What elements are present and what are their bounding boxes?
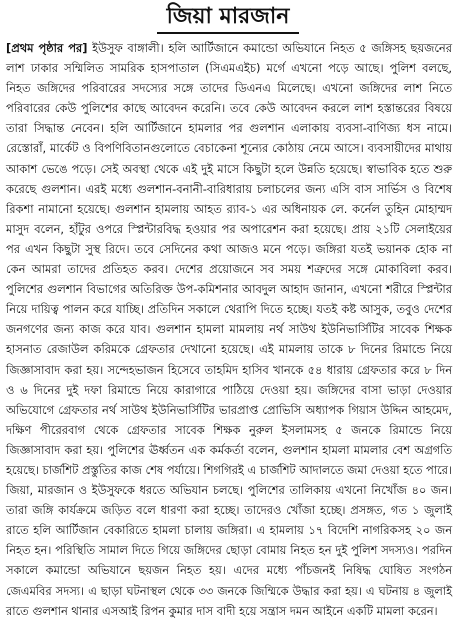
article-text: ইউসুফ বাঙ্গালী। হলি আর্টিজানে কমান্ডো অভিযানে নিহত ৫ জঙ্গিসহ ছয়জনের লাশ ঢাকার সম্মিলিত সামরিক হাসপাতাল (সিএমএইচ) মর্গে এখনো পড়ে আছে। পুলিশ বলছে, নিহত জঙ্গিদের পরিবারের সদস্যের সঙ্গে তাদের ডিএনএ মিলেছে। এখনো জঙ্গিদের লাশ নিতে পরিবারের কেউ পুলিশের কাছে আবেদন করেনি। তবে কেউ আবেদন করলে লাশ হস্তান্তরের বিষয়ে তারা সিদ্ধান্ত নেবেন। হলি আর্টিজানে হামলার পর গুলশান এলাকায় ব্যবসা-বাণিজ্য ধস নামে। রেস্তোরাঁ, মার্কেট ও বিপণিবিতানগুলোতে বেচাকেনা শূন্যের কোঠায় নেমে আসে। ব্যবসায়ীদের মাথায় আকাশ ভেঙে পড়ে। সেই অবস্থা থেকে এই দুই মাসে কিছুটা হলে উন্নতি হয়েছে। স্বাভাবিক হতে শুরু করেছে গুলশান। এরই মধ্যে গুলশান-বনানী-বারিধারায় চলাচলের জন্য এসি বাস সার্ভিস ও বিশেষ রিকশা নামানো হয়েছে। গুলশান হামলায় আহত র‌্যাব-১ এর অধিনায়ক লে. কর্নেল তুহিন মোহাম্মদ মাসুদ বলেন, হাঁটুর ওপরে স্প্লিন্টারবিদ্ধ হওয়ার পর অপারেশন করা হয়েছে। প্রায় ২১টি সেলাইয়ের পর এখন কিছুটা সুস্থ রিদে। তবে সেদিনের কথা আজও মনে পড়ে। জঙ্গিরা যতই ভয়ানক হোক না কেন আমরা তাদের প্রতিহত করব। দেশের প্রয়োজনে সব সময় শত্রুদের সঙ্গে মোকাবিলা করব। পুলিশের গুলশান বিভাগের অতিরিক্ত উপ-কমিশনার আবদুল আহাদ জানান, এখনো শরীরে স্প্লিন্টার নিয়ে দায়িত্ব পালন করে যাচ্ছি। প্রতিদিন সকালে থেরাপি দিতে হচ্ছে। যতই কষ্ট আসুক, তবুও দেশের জনগণের জন্য কাজ করে যাব। গুলশান হামলা মামলায় নর্থ সাউথ ইউনিভার্সিটির সাবেক শিক্ষক হাসনাত রেজাউল করিমকে গ্রেফতার দেখানো হয়েছে। এই মামলায় তাকে ৮ দিনের রিমান্ডে নিয়ে জিজ্ঞাসাবাদ করা হয়। সন্দেহভাজন হিসেবে তাহমিদ হাসিব খানকে ৫৪ ধারায় গ্রেফতার করে ৮ দিন ও ৬ দিনের দুই দফা রিমান্ডে নিয়ে কারাগারে পাঠিয়ে দেওয়া হয়। জঙ্গিদের বাসা ভাড়া দেওয়ার অভিযোগে গ্রেফতার নর্থ সাউথ ইউনিভার্সিটির ভারপ্রাপ্ত প্রোভিসি অধ্যাপক গিয়াস উদ্দিন আহমেদ, দক্ষিণ পীরেরবাগ থেকে গ্রেফতার সাবেক শিক্ষক নুরুল ইসলামসহ ৫ জনকে রিমান্ডে নিয়ে জিজ্ঞাসাবাদ করা হয়। পুলিশের ঊর্ধ্বতন এক কর্মকর্তা বলেন, গুলশান হামলা মামলার বেশ অগ্রগতি হয়েছে। চার্জশিট প্রস্তুতির কাজ শেষ পর্যায়ে। শিগগিরই এ চার্জশিট আদালতে জমা দেওয়া হতে পারে। জিয়া, মারজান ও ইউসুফকে ধরতে অভিযান চলছে। পুলিশের তালিকায় এখনো নিখোঁজ ৪০ জন। তারা জঙ্গি কার্যক্রমে জড়িত বলে ধারণা করা হচ্ছে। তাদেরও খোঁজা হচ্ছে। প্রসঙ্গত, গত ১ জুলাই রাতে হলি আর্টিজান বেকারিতে হামলা চালায় জঙ্গিরা। এ হামলায় ১৭ বিদেশি নাগরিকসহ ২০ জন নিহত হন। পরিস্থিতি সামাল দিতে গিয়ে জঙ্গিদের ছোড়া বোমায় নিহত হন দুই পুলিশ সদস্যও। পরদিন সকালে কমান্ডো অভিযানে ছয়জন নিহত হয়। এদের মধ্যে পাঁচজনই নিষিদ্ধ ঘোষিত সংগঠন জেএমবির সদস্য। এ ছাড়া ঘটনাস্থল থেকে ৩৩ জনকে জিম্মিকে উদ্ধার করা হয়। এ ঘটনায় ৪ জুলাই রাতে গুলশান থানার এসআই রিপন কুমার দাস বাদী হয়ে সন্ত্রাস দমন আইনে একটি মামলা করেন।	[6, 41, 452, 618]
article-body	[6, 38, 452, 621]
headline: জিয়া মারজান	[157, 2, 300, 34]
continuation-marker: [প্রথম পৃষ্ঠার পর]	[6, 41, 88, 55]
headline-area	[0, 0, 456, 38]
